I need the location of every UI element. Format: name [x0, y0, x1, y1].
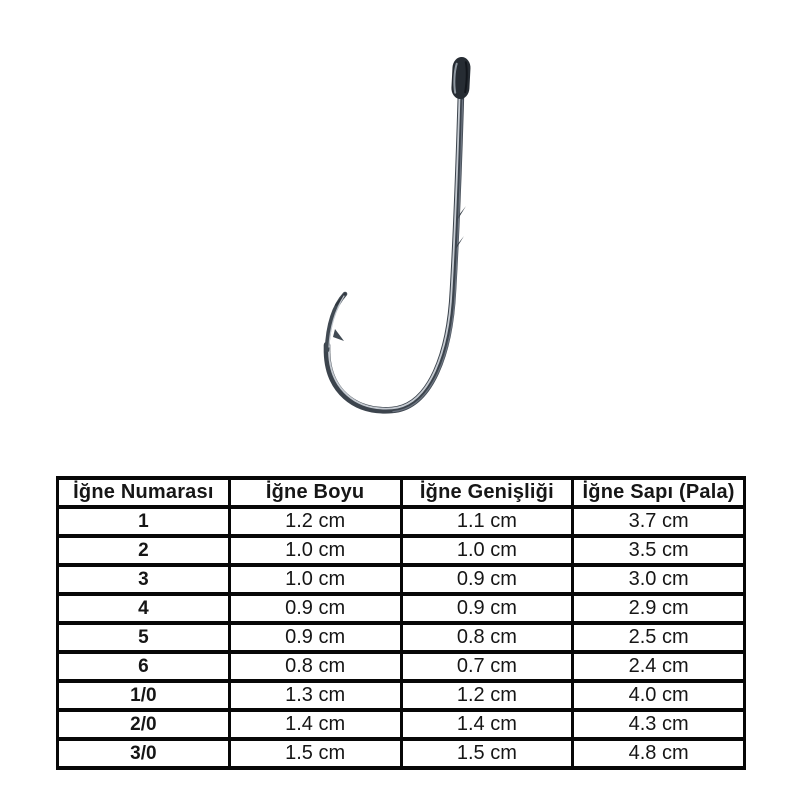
cell-genislik: 1.1 cm	[401, 507, 573, 536]
table-row	[58, 536, 745, 565]
cell-boy: 1.0 cm	[229, 536, 401, 565]
table-row	[58, 739, 745, 768]
cell-boy: 1.4 cm	[229, 710, 401, 739]
cell-boy: 0.9 cm	[229, 594, 401, 623]
header-igne-numarasi: İğne Numarası	[58, 478, 230, 507]
table-row	[58, 594, 745, 623]
cell-sap: 2.4 cm	[573, 652, 745, 681]
cell-number: 1/0	[58, 681, 230, 710]
cell-boy: 1.5 cm	[229, 739, 401, 768]
cell-boy: 1.2 cm	[229, 507, 401, 536]
cell-number: 2/0	[58, 710, 230, 739]
cell-sap: 2.9 cm	[573, 594, 745, 623]
table-row	[58, 623, 745, 652]
hook-eye	[451, 57, 471, 100]
table-row	[58, 681, 745, 710]
hook-point-barb	[333, 329, 344, 341]
cell-genislik: 1.2 cm	[401, 681, 573, 710]
cell-sap: 4.0 cm	[573, 681, 745, 710]
cell-boy: 0.9 cm	[229, 623, 401, 652]
table-row	[58, 565, 745, 594]
table-row	[58, 652, 745, 681]
cell-number: 4	[58, 594, 230, 623]
cell-sap: 4.3 cm	[573, 710, 745, 739]
table-header-row	[58, 478, 745, 507]
hook-wire	[327, 93, 463, 412]
cell-number: 3/0	[58, 739, 230, 768]
table-row	[58, 710, 745, 739]
cell-number: 5	[58, 623, 230, 652]
spec-table	[56, 476, 746, 770]
header-igne-boyu: İğne Boyu	[229, 478, 401, 507]
cell-sap: 3.0 cm	[573, 565, 745, 594]
header-igne-genisligi: İğne Genişliği	[401, 478, 573, 507]
cell-genislik: 1.4 cm	[401, 710, 573, 739]
cell-genislik: 1.5 cm	[401, 739, 573, 768]
cell-number: 2	[58, 536, 230, 565]
cell-genislik: 0.9 cm	[401, 565, 573, 594]
cell-sap: 2.5 cm	[573, 623, 745, 652]
cell-number: 6	[58, 652, 230, 681]
hook-point	[327, 294, 345, 350]
cell-sap: 3.7 cm	[573, 507, 745, 536]
cell-sap: 4.8 cm	[573, 739, 745, 768]
cell-genislik: 0.9 cm	[401, 594, 573, 623]
cell-number: 3	[58, 565, 230, 594]
table-row	[58, 507, 745, 536]
cell-sap: 3.5 cm	[573, 536, 745, 565]
cell-genislik: 0.8 cm	[401, 623, 573, 652]
cell-genislik: 1.0 cm	[401, 536, 573, 565]
cell-number: 1	[58, 507, 230, 536]
cell-boy: 1.3 cm	[229, 681, 401, 710]
header-igne-sapi: İğne Sapı (Pala)	[573, 478, 745, 507]
cell-boy: 0.8 cm	[229, 652, 401, 681]
cell-genislik: 0.7 cm	[401, 652, 573, 681]
cell-boy: 1.0 cm	[229, 565, 401, 594]
fishing-hook-image	[295, 38, 505, 438]
